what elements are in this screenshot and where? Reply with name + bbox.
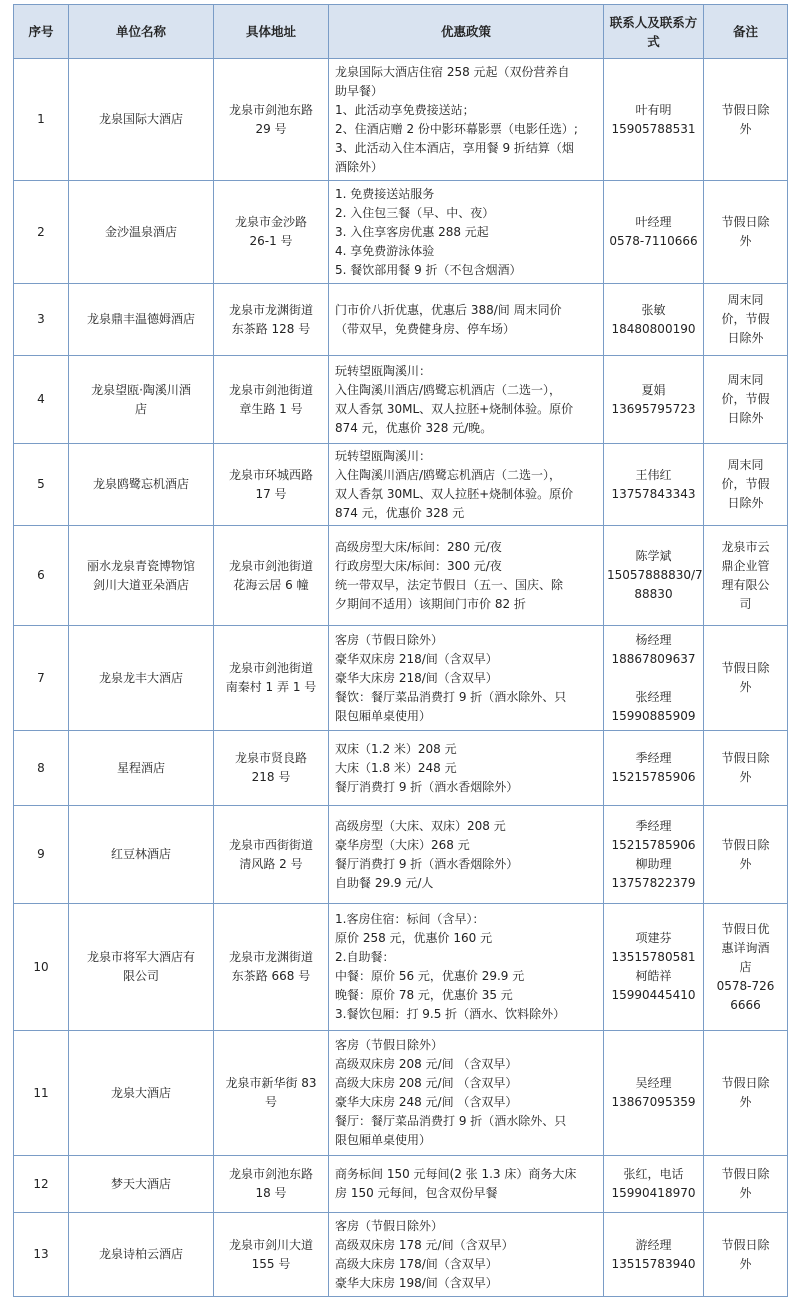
policy-line: 1、此活动享免费接送站；: [335, 102, 475, 117]
remark-line: 外: [739, 1256, 752, 1271]
address-line: 龙泉市西街街道: [228, 837, 313, 852]
name-line: 龙泉望瓯·陶溪川酒: [91, 382, 191, 397]
row-number: 9: [14, 806, 69, 904]
hotel-discount-sheet: [13, 4, 787, 1297]
discount-policy: [329, 526, 604, 626]
remark-line: 鼎企业管: [721, 558, 770, 573]
policy-line: 统一带双早，法定节假日（五一、国庆、除: [335, 577, 564, 592]
table-row: [14, 806, 788, 904]
hotel-name: [69, 904, 214, 1031]
contact-info: [604, 59, 704, 181]
address-line: 号: [264, 1095, 277, 1109]
policy-line: 酒除外）: [335, 159, 384, 174]
hotel-name: [69, 181, 214, 284]
discount-policy: [329, 806, 604, 904]
header-name: 单位名称: [69, 5, 214, 59]
row-number: 4: [14, 356, 69, 444]
contact-line: 游经理: [635, 1237, 672, 1252]
policy-line: 门市价八折优惠，优惠后 388/间 周末同价: [335, 302, 562, 317]
table-row: [14, 181, 788, 284]
policy-line: 餐厅消费打 9 折（酒水香烟除外）: [335, 779, 519, 794]
discount-policy: [329, 356, 604, 444]
policy-line: 高级双床房 178 元/间（含双早）: [335, 1237, 514, 1252]
table-row: [14, 1213, 788, 1297]
contact-line: 吴经理: [635, 1076, 672, 1090]
contact-line: 13757843343: [611, 486, 696, 501]
name-line: 星程酒店: [116, 760, 165, 775]
remark-line: 日除外: [727, 496, 764, 510]
policy-line: 高级大床房 208 元/间 （含双早）: [335, 1076, 518, 1090]
contact-info: [604, 1031, 704, 1156]
row-number: 12: [14, 1156, 69, 1213]
remark: [704, 284, 788, 356]
remark-line: 外: [739, 680, 752, 694]
policy-line: 豪华大床房 218/间（含双早）: [335, 670, 498, 685]
contact-line: 13515780581: [611, 950, 696, 964]
remark-line: 节假日除: [721, 751, 770, 765]
contact-info: [604, 731, 704, 806]
remark-line: 周末同: [727, 293, 764, 307]
remark: [704, 181, 788, 284]
remark: [704, 59, 788, 181]
address-line: 龙泉市剑池东路: [228, 1167, 313, 1181]
contact-line: 15057888830/7: [607, 568, 703, 582]
contact-line: 13515783940: [611, 1256, 696, 1271]
contact-line: 季经理: [635, 818, 672, 833]
address-line: 南秦村 1 弄 1 号: [225, 680, 317, 694]
table-row: [14, 284, 788, 356]
contact-line: 张红，电话: [623, 1167, 684, 1181]
policy-line: 入住陶溪川酒店/鸥鹭忘机酒店（二选一），: [335, 467, 562, 482]
address-line: 龙泉市龙渊街道: [228, 302, 313, 317]
contact-line: 张敏: [641, 302, 666, 317]
policy-line: 3、此活动入住本酒店，享用餐 9 折结算（烟: [335, 140, 574, 155]
address-line: 龙泉市贤良路: [234, 751, 307, 765]
name-line: 龙泉鸥鹭忘机酒店: [92, 477, 189, 491]
policy-line: 限包厢单桌使用）: [335, 708, 432, 723]
remark: [704, 1213, 788, 1297]
remark-line: 外: [739, 1186, 752, 1200]
table-row: [14, 356, 788, 444]
row-number: 13: [14, 1213, 69, 1297]
contact-line: 15990418970: [611, 1186, 696, 1200]
contact-line: [607, 669, 700, 688]
remark: [704, 806, 788, 904]
policy-line: 1. 免费接送站服务: [335, 186, 435, 201]
contact-line: 杨经理: [635, 632, 672, 647]
contact-line: 陈学斌: [635, 549, 672, 563]
hotel-address: [214, 1031, 329, 1156]
remark: [704, 1156, 788, 1213]
remark-line: 节假日除: [721, 837, 770, 852]
contact-line: 15990445410: [611, 988, 696, 1002]
name-line: 龙泉诗柏云酒店: [98, 1247, 183, 1261]
policy-line: 3. 入住享客房优惠 288 元起: [335, 224, 489, 239]
contact-line: 18480800190: [611, 321, 696, 336]
policy-line: 入住陶溪川酒店/鸥鹭忘机酒店（二选一），: [335, 382, 562, 397]
policy-line: 4. 享免费游泳体验: [335, 243, 435, 258]
policy-line: 874 元，优惠价 328 元: [335, 505, 465, 520]
address-line: 龙泉市剑池街道: [228, 382, 313, 397]
name-line: 梦天大酒店: [110, 1176, 171, 1191]
policy-line: 餐厅消费打 9 折（酒水香烟除外）: [335, 856, 519, 871]
remark-line: 外: [739, 856, 752, 871]
policy-line: 餐饮：餐厅菜品消费打 9 折（酒水除外、只: [335, 689, 567, 704]
name-line: 龙泉鼎丰温德姆酒店: [86, 312, 195, 326]
remark-line: 0578-726: [716, 978, 775, 993]
row-number: 10: [14, 904, 69, 1031]
policy-line: 1.客房住宿：标间（含早）：: [335, 912, 485, 926]
contact-line: 15215785906: [611, 837, 696, 852]
remark: [704, 904, 788, 1031]
contact-info: [604, 284, 704, 356]
hotel-address: [214, 444, 329, 526]
contact-line: 88830: [634, 587, 673, 601]
policy-line: 客房（节假日除外）: [335, 1038, 444, 1052]
remark-line: 周末同: [727, 373, 764, 387]
discount-policy: [329, 284, 604, 356]
policy-line: 双床（1.2 米）208 元: [335, 741, 457, 756]
policy-line: 客房（节假日除外）: [335, 632, 444, 647]
remark-line: 节假日除: [721, 1237, 770, 1252]
remark-line: 价，节假: [721, 477, 770, 491]
header-note: 备注: [704, 5, 788, 59]
row-number: 8: [14, 731, 69, 806]
contact-info: [604, 526, 704, 626]
policy-line: 高级大床房 178/间（含双早）: [335, 1256, 498, 1271]
name-line: 红豆林酒店: [110, 847, 171, 861]
hotel-address: [214, 1156, 329, 1213]
policy-line: 874 元，优惠价 328 元/晚。: [335, 420, 493, 435]
remark: [704, 444, 788, 526]
contact-line: 15215785906: [611, 770, 696, 784]
remark-line: 周末同: [727, 458, 764, 472]
address-line: 29 号: [255, 121, 287, 136]
remark-line: 节假日除: [721, 1167, 770, 1181]
hotel-address: [214, 526, 329, 626]
table-row: [14, 904, 788, 1031]
hotel-address: [214, 356, 329, 444]
table-row: [14, 59, 788, 181]
address-line: 龙泉市环城西路: [228, 467, 313, 482]
hotel-address: [214, 59, 329, 181]
address-line: 龙泉市剑池街道: [228, 558, 313, 573]
table-row: [14, 1031, 788, 1156]
address-line: 155 号: [251, 1256, 291, 1271]
address-line: 218 号: [251, 770, 291, 784]
policy-line: 豪华双床房 218/间（含双早）: [335, 651, 498, 666]
remark: [704, 356, 788, 444]
row-number: 3: [14, 284, 69, 356]
policy-line: 房 150 元每间，包含双份早餐: [335, 1186, 498, 1200]
contact-info: [604, 1156, 704, 1213]
contact-line: 柳助理: [635, 856, 672, 871]
header-row: [14, 5, 788, 59]
contact-line: 15905788531: [611, 121, 696, 136]
contact-line: 叶有明: [635, 102, 672, 117]
remark-line: 6666: [730, 997, 761, 1012]
remark-line: 节假日除: [721, 661, 770, 675]
remark: [704, 731, 788, 806]
policy-line: 豪华大床房 248 元/间 （含双早）: [335, 1095, 518, 1109]
remark: [704, 626, 788, 731]
remark-line: 价，节假: [721, 312, 770, 326]
remark-line: 外: [739, 1095, 752, 1109]
address-line: 龙泉市剑池街道: [228, 661, 313, 675]
discount-policy: [329, 1156, 604, 1213]
table-row: [14, 731, 788, 806]
header-contact: 联系人及联系方式: [604, 5, 704, 59]
policy-line: 客房（节假日除外）: [335, 1218, 444, 1233]
address-line: 花海云居 6 幢: [233, 577, 309, 592]
remark-line: 节假日除: [721, 215, 770, 229]
hotel-name: [69, 731, 214, 806]
policy-line: 双人香氛 30ML、双人拉胚+烧制体验。原价: [335, 486, 574, 501]
remark-line: 司: [739, 596, 752, 611]
address-line: 章生路 1 号: [239, 401, 303, 416]
remark-line: 龙泉市云: [721, 539, 770, 554]
remark-line: 外: [739, 121, 752, 136]
policy-line: 2. 入住包三餐（早、中、夜）: [335, 205, 495, 220]
discount-policy: [329, 904, 604, 1031]
name-line: 龙泉国际大酒店: [98, 112, 183, 126]
name-line: 金沙温泉酒店: [104, 224, 177, 239]
table-row: [14, 444, 788, 526]
discount-policy: [329, 59, 604, 181]
row-number: 1: [14, 59, 69, 181]
hotel-name: [69, 526, 214, 626]
contact-info: [604, 1213, 704, 1297]
policy-line: （带双早，免费健身房、停车场）: [335, 321, 516, 336]
hotel-name: [69, 806, 214, 904]
policy-line: 豪华大床房 198/间（含双早）: [335, 1275, 498, 1290]
row-number: 7: [14, 626, 69, 731]
discount-policy: [329, 1213, 604, 1297]
hotel-name: [69, 59, 214, 181]
hotel-name: [69, 1031, 214, 1156]
policy-line: 高级房型（大床、双床）208 元: [335, 818, 506, 833]
policy-line: 中餐：原价 56 元，优惠价 29.9 元: [335, 969, 525, 983]
contact-info: [604, 904, 704, 1031]
policy-line: 2、住酒店赠 2 份中影环幕影票（电影任选）;: [335, 121, 578, 136]
remark-line: 节假日除: [721, 102, 770, 117]
discount-policy: [329, 1031, 604, 1156]
policy-line: 龙泉国际大酒店住宿 258 元起（双份营养自: [335, 64, 570, 79]
name-line: 限公司: [122, 969, 159, 983]
contact-line: 张经理: [635, 689, 672, 704]
discount-policy: [329, 731, 604, 806]
address-line: 龙泉市剑池东路: [228, 102, 313, 117]
hotel-name: [69, 356, 214, 444]
hotel-address: [214, 284, 329, 356]
contact-line: 项建芬: [635, 931, 672, 945]
contact-info: [604, 806, 704, 904]
contact-line: 季经理: [635, 751, 672, 765]
policy-line: 餐厅：餐厅菜品消费打 9 折（酒水除外、只: [335, 1114, 567, 1128]
address-line: 清风路 2 号: [239, 856, 303, 871]
policy-line: 3.餐饮包厢：打 9.5 折（酒水、饮料除外）: [335, 1007, 566, 1021]
remark: [704, 1031, 788, 1156]
name-line: 龙泉市将军大酒店有: [86, 950, 195, 964]
hotel-address: [214, 904, 329, 1031]
hotel-discount-table: [13, 4, 788, 1297]
remark-line: 惠详询酒: [721, 940, 770, 955]
contact-line: 18867809637: [611, 651, 696, 666]
discount-policy: [329, 444, 604, 526]
policy-line: 玩转望瓯陶溪川：: [335, 363, 432, 378]
policy-line: 限包厢单桌使用）: [335, 1133, 432, 1147]
policy-line: 2.自助餐：: [335, 950, 395, 964]
policy-line: 豪华房型（大床）268 元: [335, 837, 470, 852]
contact-info: [604, 444, 704, 526]
contact-line: 13867095359: [611, 1095, 696, 1109]
address-line: 龙泉市龙渊街道: [228, 950, 313, 964]
contact-info: [604, 626, 704, 731]
table-row: [14, 526, 788, 626]
policy-line: 双人香氛 30ML、双人拉胚+烧制体验。原价: [335, 401, 574, 416]
policy-line: 助早餐）: [335, 83, 384, 98]
discount-policy: [329, 626, 604, 731]
row-number: 6: [14, 526, 69, 626]
remark-line: 店: [739, 959, 752, 974]
name-line: 龙泉龙丰大酒店: [98, 670, 183, 685]
policy-line: 自助餐 29.9 元/人: [335, 875, 434, 890]
address-line: 东茶路 128 号: [231, 321, 311, 336]
policy-line: 5. 餐饮部用餐 9 折（不包含烟酒）: [335, 262, 522, 277]
remark-line: 日除外: [727, 411, 764, 425]
hotel-address: [214, 1213, 329, 1297]
address-line: 龙泉市剑川大道: [228, 1237, 313, 1252]
contact-line: 夏娟: [641, 382, 666, 397]
address-line: 龙泉市金沙路: [234, 215, 307, 229]
remark-line: 外: [739, 234, 752, 248]
hotel-address: [214, 731, 329, 806]
name-line: 丽水龙泉青瓷博物馆: [86, 558, 195, 573]
contact-line: 柯皓祥: [635, 969, 672, 983]
policy-line: 夕期间不适用）该期间门市价 82 折: [335, 596, 526, 611]
remark-line: 日除外: [727, 331, 764, 345]
row-number: 11: [14, 1031, 69, 1156]
hotel-address: [214, 626, 329, 731]
remark-line: 价，节假: [721, 392, 770, 406]
row-number: 5: [14, 444, 69, 526]
header-num: 序号: [14, 5, 69, 59]
hotel-name: [69, 626, 214, 731]
policy-line: 高级房型大床/标间：280 元/夜: [335, 539, 502, 554]
remark-line: 节假日优: [721, 921, 770, 936]
name-line: 龙泉大酒店: [110, 1085, 171, 1100]
name-line: 剑川大道亚朵酒店: [92, 577, 189, 592]
header-address: 具体地址: [214, 5, 329, 59]
contact-line: 13757822379: [611, 875, 696, 890]
row-number: 2: [14, 181, 69, 284]
contact-line: 15990885909: [611, 708, 696, 723]
policy-line: 晚餐：原价 78 元，优惠价 35 元: [335, 988, 513, 1002]
policy-line: 玩转望瓯陶溪川：: [335, 448, 432, 463]
table-row: [14, 1156, 788, 1213]
remark: [704, 526, 788, 626]
contact-line: 0578-7110666: [609, 234, 698, 248]
address-line: 龙泉市新华街 83: [225, 1076, 317, 1090]
contact-line: 叶经理: [635, 215, 672, 229]
table-row: [14, 626, 788, 731]
hotel-name: [69, 284, 214, 356]
remark-line: 节假日除: [721, 1076, 770, 1090]
contact-line: 13695795723: [611, 401, 696, 416]
address-line: 26-1 号: [249, 234, 293, 248]
contact-info: [604, 356, 704, 444]
address-line: 18 号: [255, 1186, 287, 1200]
contact-line: 王伟红: [635, 467, 672, 482]
hotel-name: [69, 444, 214, 526]
policy-line: 高级双床房 208 元/间 （含双早）: [335, 1057, 518, 1071]
policy-line: 商务标间 150 元每间(2 张 1.3 床）商务大床: [335, 1167, 577, 1181]
header-policy: 优惠政策: [329, 5, 604, 59]
policy-line: 大床（1.8 米）248 元: [335, 760, 457, 775]
policy-line: 行政房型大床/标间：300 元/夜: [335, 558, 502, 573]
remark-line: 理有限公: [721, 577, 770, 592]
address-line: 东茶路 668 号: [231, 969, 311, 983]
contact-info: [604, 181, 704, 284]
policy-line: 原价 258 元，优惠价 160 元: [335, 931, 493, 945]
address-line: 17 号: [255, 486, 287, 501]
hotel-name: [69, 1213, 214, 1297]
discount-policy: [329, 181, 604, 284]
name-line: 店: [134, 401, 147, 416]
hotel-name: [69, 1156, 214, 1213]
hotel-address: [214, 806, 329, 904]
hotel-address: [214, 181, 329, 284]
remark-line: 外: [739, 770, 752, 784]
